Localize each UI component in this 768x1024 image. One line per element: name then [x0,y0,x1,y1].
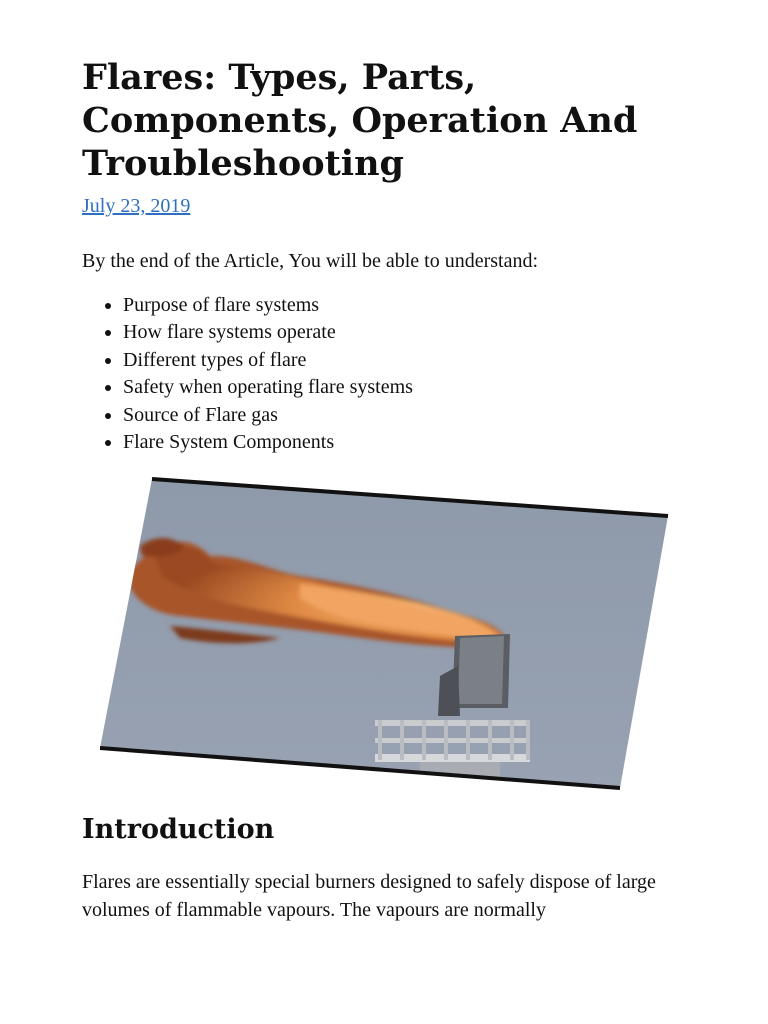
flare-photo-svg [100,476,670,796]
introduction-paragraph: Flares are essentially special burners designed to safely dispose of large volumes of flammable vapours. The vapours are normally [82,871,656,921]
section-heading-introduction: Introduction [82,814,275,845]
list-item: • Purpose of flare systems [123,292,413,319]
list-item: • Safety when operating flare systems [123,374,413,401]
list-item: • How flare systems operate [123,319,413,346]
list-item: • Source of Flare gas [123,402,413,429]
list-item: • Flare System Components [123,429,413,456]
lead-paragraph: By the end of the Article, You will be able to understand: [82,250,539,272]
publish-date-link[interactable]: July 23, 2019 [82,195,191,217]
objectives-list [82,292,413,456]
flare-stack-image [100,476,670,796]
article-title: Flares: Types, Parts, Components, Operation And Troubleshooting [82,57,638,184]
list-item: • Different types of flare [123,347,413,374]
